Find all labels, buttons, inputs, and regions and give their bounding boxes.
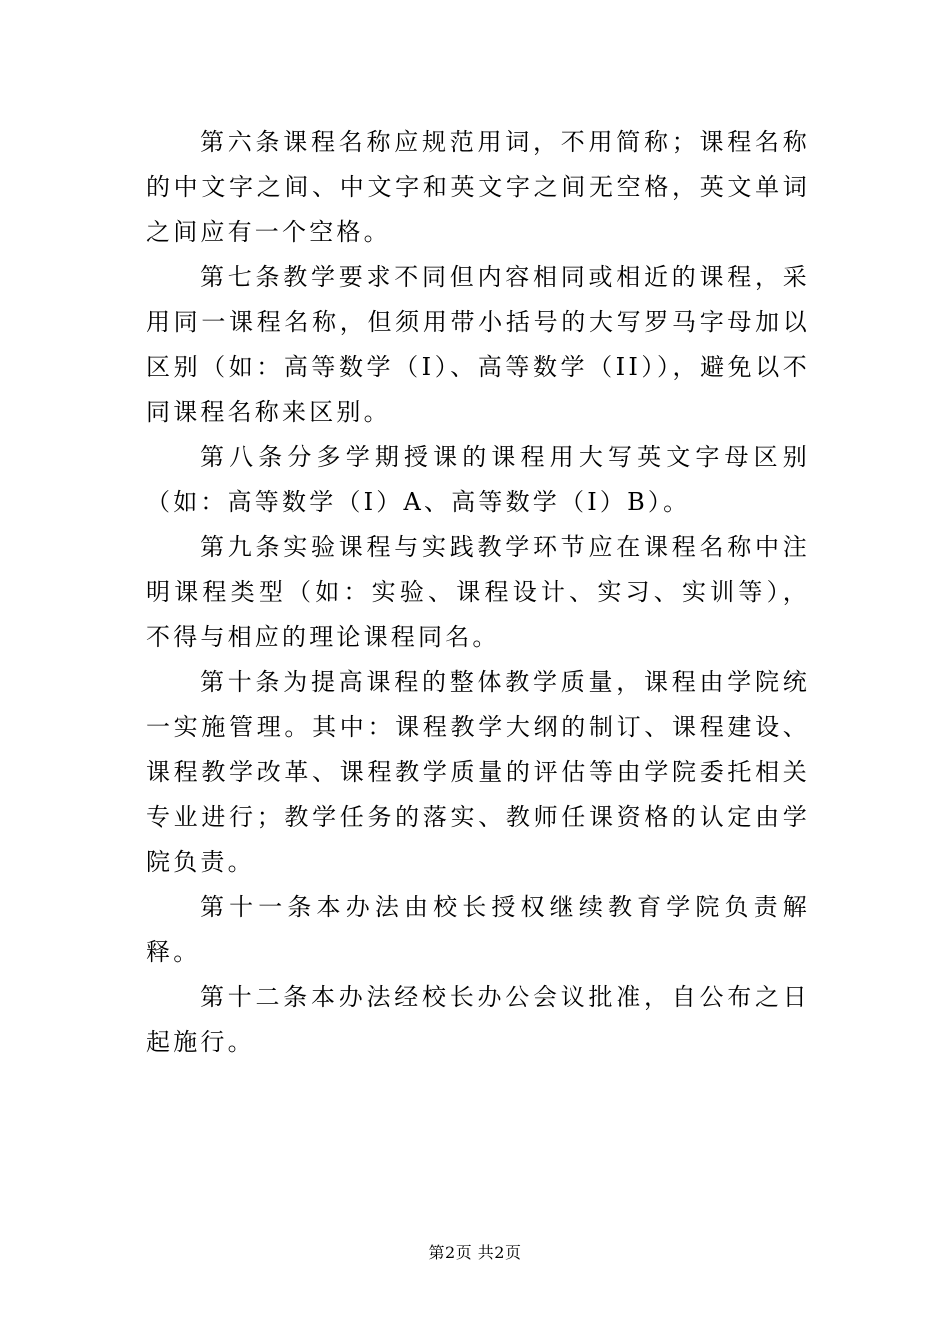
- document-body: [146, 120, 810, 1065]
- article-9-paragraph: 第九条实验课程与实践教学环节应在课程名称中注明课程类型（如：实验、课程设计、实习、实训等），不得与相应的理论课程同名。: [146, 533, 810, 651]
- article-6-paragraph: 第六条课程名称应规范用词，不用简称；课程名称的中文字之间、中文字和英文字之间无空格，英文单词之间应有一个空格。: [146, 128, 810, 246]
- article-8-paragraph: 第八条分多学期授课的课程用大写英文字母区别（如：高等数学（I）A、高等数学（I）B）。: [146, 443, 810, 516]
- article-11-paragraph: 第十一条本办法由校长授权继续教育学院负责解释。: [146, 893, 810, 966]
- article-12-paragraph: 第十二条本办法经校长办公会议批准，自公布之日起施行。: [146, 983, 810, 1056]
- article-7-paragraph: 第七条教学要求不同但内容相同或相近的课程，采用同一课程名称，但须用带小括号的大写罗马字母加以区别（如：高等数学（I）、高等数学（II）），避免以不同课程名称来区别。: [146, 263, 810, 426]
- page-number-footer: 第2页 共2页: [428, 1243, 522, 1262]
- article-10-paragraph: 第十条为提高课程的整体教学质量，课程由学院统一实施管理。其中：课程教学大纲的制订、课程建设、课程教学改革、课程教学质量的评估等由学院委托相关专业进行；教学任务的落实、教师任课资格的认定由学院负责。: [146, 668, 810, 876]
